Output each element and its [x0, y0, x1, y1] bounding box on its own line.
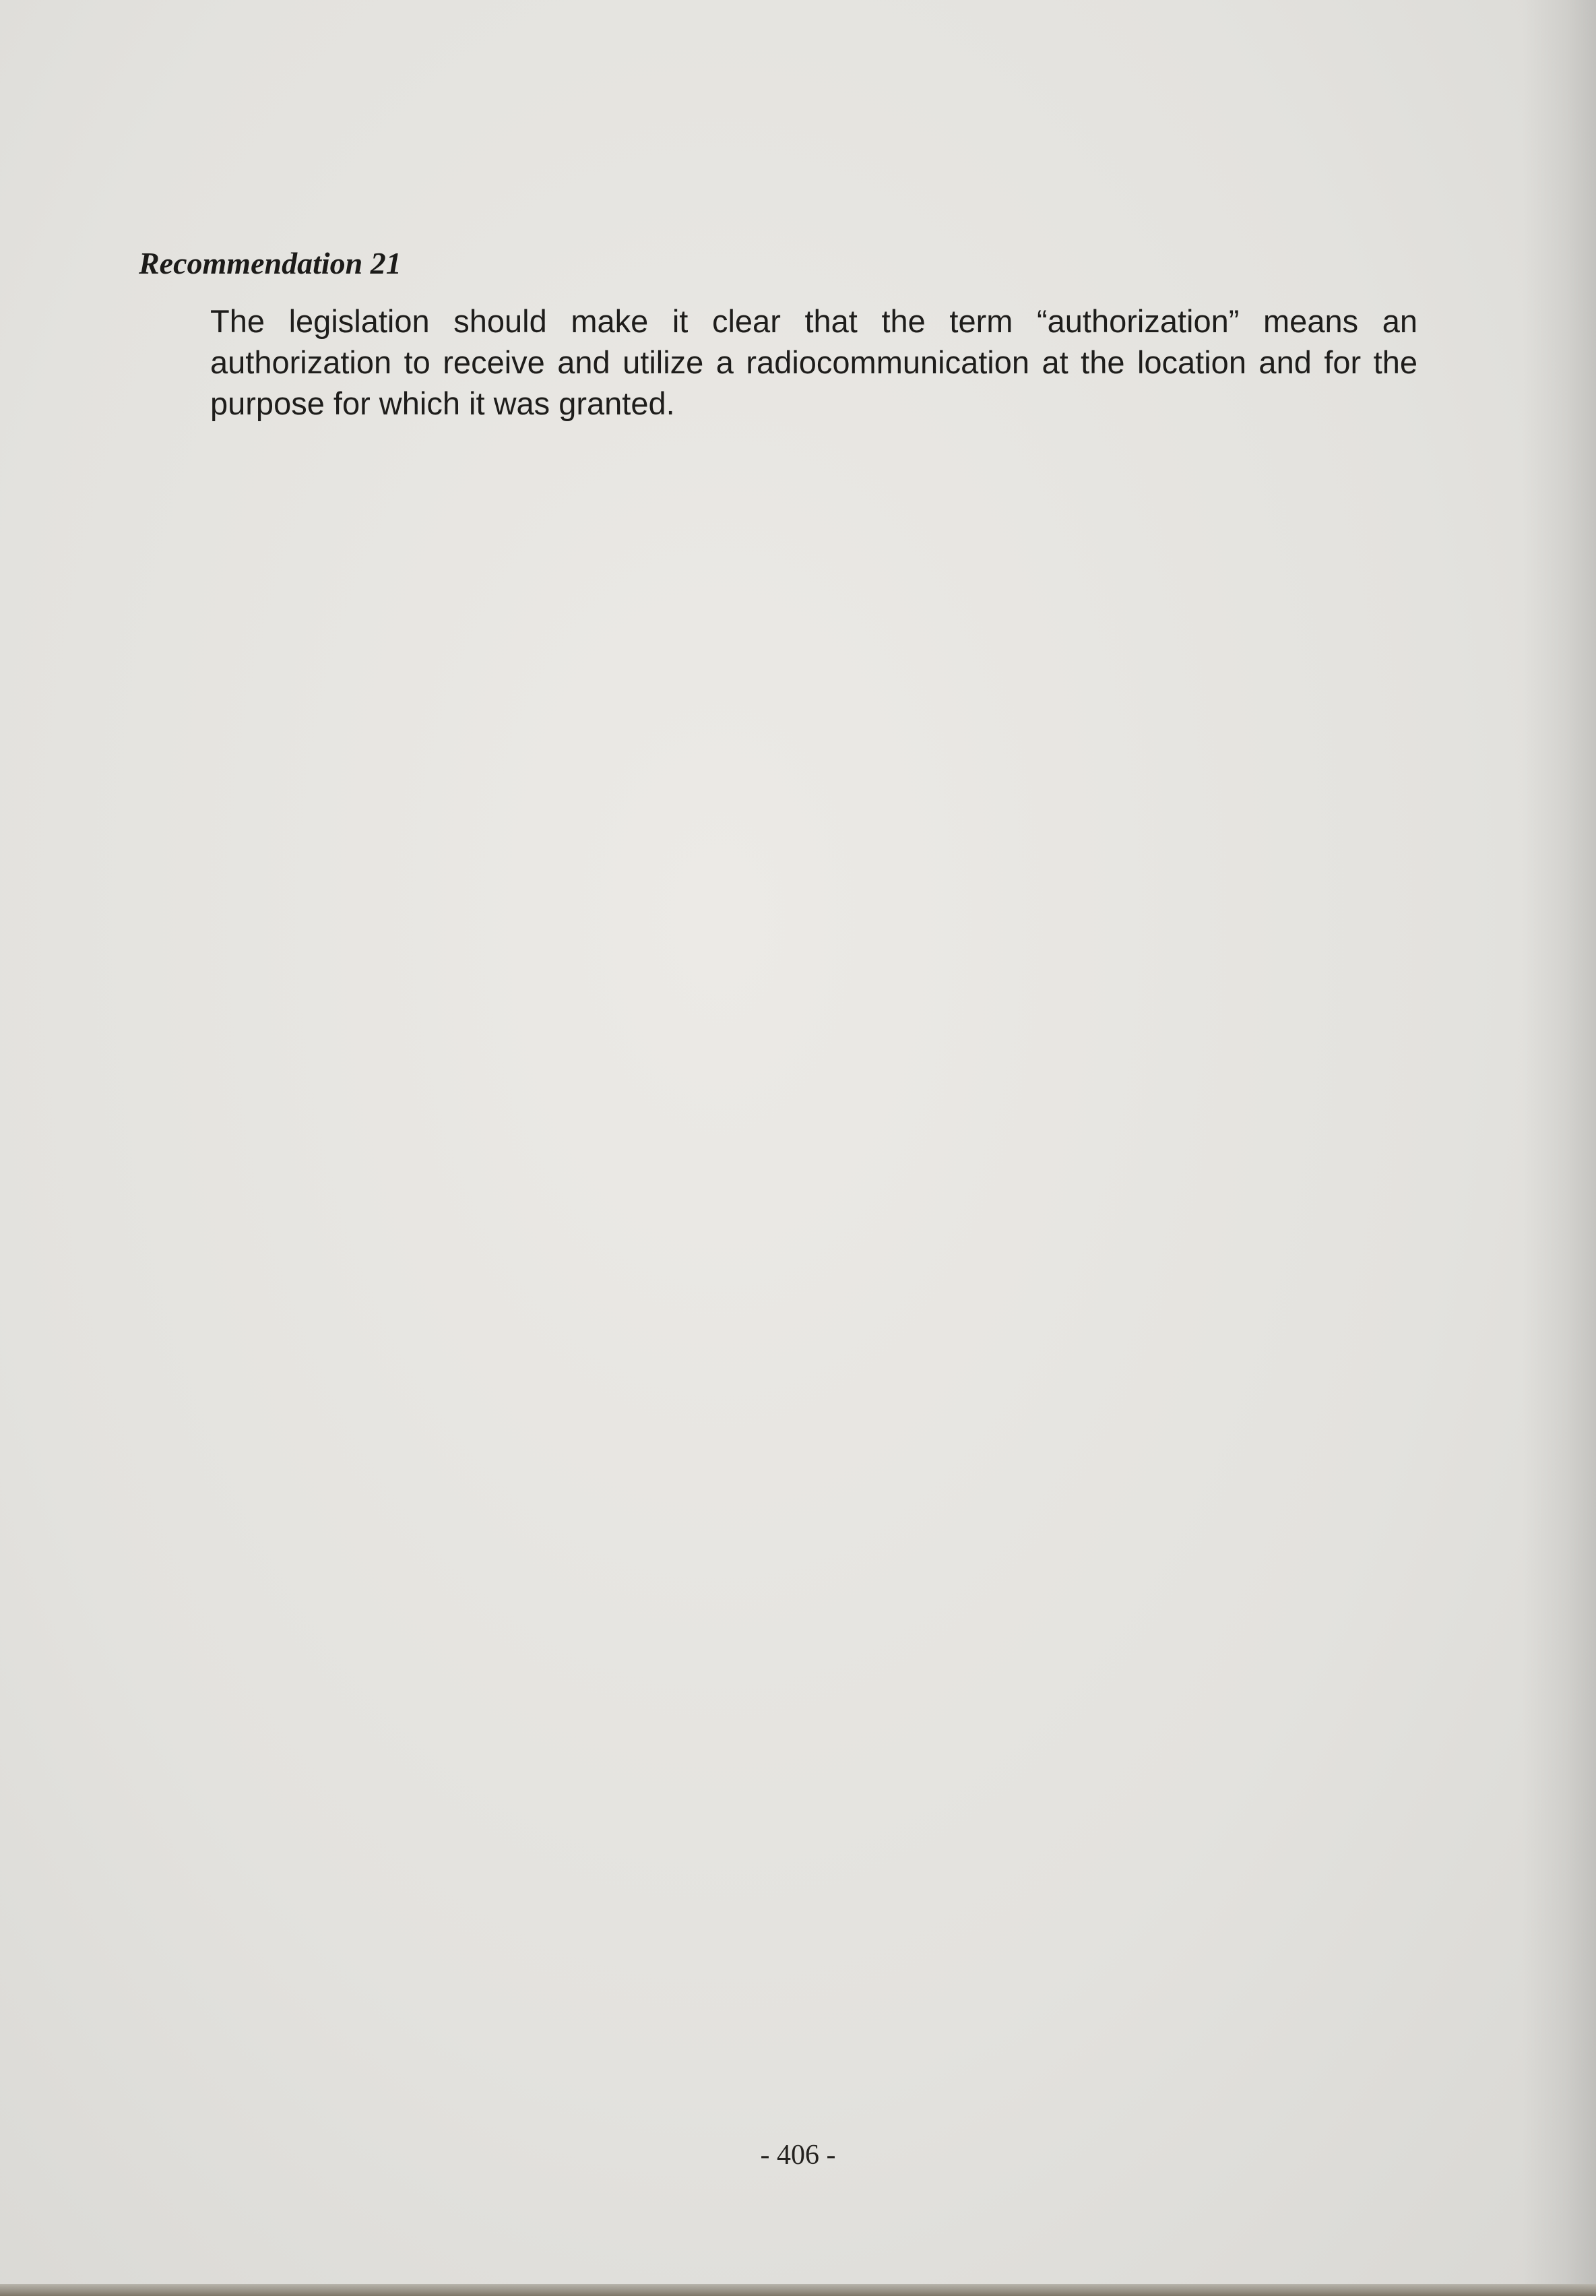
page-edge-shadow [1522, 0, 1596, 2296]
recommendation-text: The legislation should make it clear that the term “authorization” means an authorization to receive and utilize a radiocommunication at the location and for the purpose for which it was granted. [210, 303, 1417, 421]
page-bottom-edge [0, 2284, 1596, 2296]
bleed-through-reverse-text [229, 216, 1415, 2002]
recommendation-heading: Recommendation 21 [139, 246, 402, 280]
page-number: - 406 - [760, 2140, 836, 2171]
